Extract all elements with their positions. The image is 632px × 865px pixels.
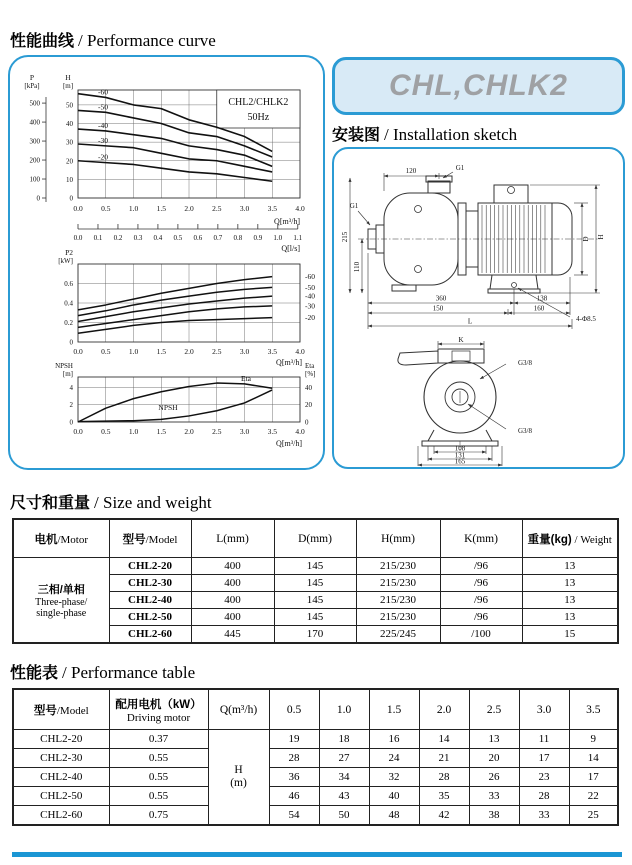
heading-performance-table-en: / Performance table <box>62 663 196 682</box>
perf-table-row <box>13 768 618 787</box>
model-cell: CHL2-60 <box>109 626 191 644</box>
dimension-value-cell: /96 <box>440 575 522 592</box>
head-value-cell: 34 <box>319 768 369 787</box>
head-value-cell: 26 <box>469 768 519 787</box>
motor-kw-cell: 0.55 <box>109 787 208 806</box>
perf-table-body <box>13 730 618 826</box>
head-value-cell: 16 <box>369 730 419 749</box>
x-axis-tick: 2.5 <box>212 427 222 436</box>
x-axis-tick: 3.0 <box>239 204 250 213</box>
chart-curve <box>78 287 272 315</box>
dim-120: 120 <box>405 167 417 175</box>
model-title-box <box>332 57 625 115</box>
port-g1-side-label: G1 <box>349 202 359 210</box>
performance-curve-panel <box>8 55 325 470</box>
x-axis-title: Q[m³/h] <box>276 358 302 367</box>
p-axis-title: P <box>29 73 35 82</box>
pump-front-geometry <box>398 349 498 450</box>
dim-H: H <box>597 234 605 240</box>
flow-header: 0.5 <box>269 689 319 730</box>
dimension-value-cell: /96 <box>440 592 522 609</box>
chart-curve <box>78 318 272 334</box>
x-axis-tick: 0.5 <box>101 204 111 213</box>
p2-axis-tick: 0 <box>69 338 73 347</box>
curve-label: -50 <box>97 102 108 112</box>
dimension-value-cell: 170 <box>274 626 356 644</box>
head-unit-cell <box>208 730 269 826</box>
dim-110: 110 <box>353 261 361 273</box>
head-value-cell: 20 <box>469 749 519 768</box>
col-driving-motor <box>109 689 208 730</box>
footer-accent-bar <box>12 852 622 857</box>
x-axis-tick: 1.5 <box>156 347 166 356</box>
curve-label: -20 <box>97 152 108 162</box>
h-axis-unit: [m] <box>62 82 74 90</box>
size-header-row <box>13 519 618 558</box>
head-value-cell: 28 <box>419 768 469 787</box>
col-weight-en: / Weight <box>571 533 612 546</box>
head-value-cell: 40 <box>369 787 419 806</box>
model-cell: CHL2-50 <box>13 787 109 806</box>
curve-label: -20 <box>305 313 315 323</box>
head-value-cell: 54 <box>269 806 319 826</box>
dimension-value-cell: 215/230 <box>356 558 440 575</box>
col-model <box>109 519 191 558</box>
npsh-axis-tick: 4 <box>69 383 73 392</box>
model-cell: CHL2-30 <box>109 575 191 592</box>
size-weight-table <box>12 518 619 644</box>
h-axis-tick: 0 <box>69 194 73 203</box>
dimension-value-cell: 145 <box>274 575 356 592</box>
head-value-cell: 35 <box>419 787 469 806</box>
model-cell: CHL2-60 <box>13 806 109 826</box>
p-axis-tick: 300 <box>29 137 40 146</box>
dimension-value-cell: 145 <box>274 592 356 609</box>
model-title-text: CHL,CHLK2 <box>389 69 568 102</box>
motor-kw-cell: 0.55 <box>109 768 208 787</box>
dim-D: D <box>582 236 590 242</box>
npsh-axis-tick: 2 <box>69 401 73 410</box>
port-g38-drain-label: G3/8 <box>518 427 532 435</box>
ls-axis-tick: 0.5 <box>173 234 183 242</box>
ls-axis-tick: 0.4 <box>153 234 163 242</box>
perf-table-row <box>13 749 618 768</box>
heading-size-weight-en: / Size and weight <box>94 493 212 512</box>
chart-curve <box>78 296 272 321</box>
dim-360: 360 <box>435 294 447 303</box>
p2-axis-tick: 0.4 <box>64 299 73 308</box>
dimension-value-cell: 145 <box>274 609 356 626</box>
head-value-cell: 33 <box>519 806 569 826</box>
npsh-eta-chart <box>16 362 322 454</box>
pump-front-view-drawing <box>342 337 615 467</box>
heading-performance-curve <box>10 28 216 51</box>
dimension-value-cell: 215/230 <box>356 575 440 592</box>
dimension-value-cell: /96 <box>440 609 522 626</box>
p2-axis-tick: 0.2 <box>64 319 73 327</box>
x-axis-tick: 3.5 <box>267 204 277 213</box>
eta-axis-title: Eta <box>305 362 315 370</box>
dim-108: 108 <box>454 444 466 453</box>
chart-curve <box>78 277 272 310</box>
head-value-cell: 43 <box>319 787 369 806</box>
head-value-cell: 13 <box>469 730 519 749</box>
npsh-axis-title: NPSH <box>55 362 73 370</box>
head-value-cell: 14 <box>569 749 618 768</box>
ls-axis-tick: 1.1 <box>293 234 303 242</box>
performance-table <box>12 688 619 826</box>
p-axis-tick: 200 <box>29 156 40 165</box>
heading-performance-table <box>10 660 195 683</box>
eta-axis-tick: 20 <box>305 401 312 410</box>
curve-label: -60 <box>97 87 108 97</box>
head-value-cell: 28 <box>519 787 569 806</box>
col-model-en: /Model <box>145 533 178 546</box>
motor-type-text: single-phase <box>36 608 87 619</box>
heading-size-weight <box>10 490 212 513</box>
heading-installation-sketch-en: / Installation sketch <box>384 125 518 144</box>
x-axis-tick: 2.5 <box>212 347 222 356</box>
curve-label: -30 <box>97 135 108 145</box>
eta-axis-tick: 40 <box>305 383 312 392</box>
x-axis-tick: 2.5 <box>212 204 222 213</box>
model-cell: CHL2-40 <box>13 768 109 787</box>
curve-label: -40 <box>305 291 315 301</box>
flow-header: 2.5 <box>469 689 519 730</box>
heading-performance-curve-zh: 性能曲线 <box>10 33 75 50</box>
h-axis-tick: 30 <box>66 138 73 147</box>
dimension-value-cell: 400 <box>191 575 274 592</box>
eta-axis-unit: [%] <box>305 370 316 378</box>
col-model <box>13 689 109 730</box>
col-D: D(mm) <box>274 519 356 558</box>
hq-curve-chart <box>16 71 322 229</box>
x-axis-tick: 0.5 <box>101 427 111 436</box>
x-axis-tick: 1.0 <box>128 347 139 356</box>
dim-L: L <box>467 317 473 326</box>
perf-table-row <box>13 730 618 749</box>
x-axis-tick: 3.5 <box>267 347 277 356</box>
head-value-cell: 50 <box>319 806 369 826</box>
h-axis-tick: 40 <box>66 120 73 129</box>
model-cell: CHL2-40 <box>109 592 191 609</box>
motor-type-text: Three-phase/ <box>35 597 88 608</box>
col-motor <box>13 519 109 558</box>
head-unit-text: H <box>234 764 243 776</box>
col-H: H(mm) <box>356 519 440 558</box>
p-axis-tick: 500 <box>29 99 40 108</box>
p-axis-tick: 100 <box>29 175 40 184</box>
col-model-zh: 型号 <box>122 533 146 546</box>
size-table-body <box>13 558 618 644</box>
x-axis-tick: 4.0 <box>295 427 305 436</box>
npsh-axis-tick: 0 <box>69 418 73 427</box>
dimension-labels <box>341 164 605 326</box>
dimension-value-cell: 400 <box>191 558 274 575</box>
dimension-value-cell: 400 <box>191 609 274 626</box>
head-value-cell: 36 <box>269 768 319 787</box>
ls-axis-tick: 0.3 <box>133 234 143 242</box>
model-cell: CHL2-20 <box>109 558 191 575</box>
model-cell: CHL2-50 <box>109 609 191 626</box>
port-g1-top-label: G1 <box>455 164 465 172</box>
ls-axis-tick: 0.9 <box>253 234 263 242</box>
head-value-cell: 22 <box>569 787 618 806</box>
dim-215: 215 <box>341 231 349 243</box>
flow-header: 3.5 <box>569 689 618 730</box>
flow-header: 2.0 <box>419 689 469 730</box>
col-L: L(mm) <box>191 519 274 558</box>
head-value-cell: 48 <box>369 806 419 826</box>
dim-165: 165 <box>454 457 466 466</box>
eta-axis-tick: 0 <box>305 418 309 427</box>
dim-138: 138 <box>536 294 548 303</box>
dimension-value-cell: 13 <box>522 575 618 592</box>
pump-side-view-drawing <box>342 159 615 335</box>
dimension-value-cell: 13 <box>522 558 618 575</box>
flow-header: 1.0 <box>319 689 369 730</box>
head-unit-text: (m) <box>230 777 247 789</box>
pump-side-geometry <box>358 176 600 293</box>
col-model-en: /Model <box>56 704 89 717</box>
ls-axis-tick: 0.6 <box>193 234 203 242</box>
head-value-cell: 33 <box>469 787 519 806</box>
dimension-value-cell: 225/245 <box>356 626 440 644</box>
npsh-curve-label: NPSH <box>158 403 178 412</box>
col-motor-en: /Motor <box>57 533 89 546</box>
installation-sketch-panel <box>332 147 625 469</box>
p2-axis-title: P2 <box>65 248 73 257</box>
motor-type-cell <box>13 558 109 644</box>
x-axis-tick: 3.0 <box>239 427 250 436</box>
x-axis-tick: 1.5 <box>156 204 166 213</box>
x-axis-title: Q[m³/h] <box>274 217 300 226</box>
heading-performance-table-zh: 性能表 <box>10 665 59 682</box>
curve-label: -60 <box>305 272 315 282</box>
dimension-value-cell: 445 <box>191 626 274 644</box>
heading-size-weight-zh: 尺寸和重量 <box>10 495 91 512</box>
dim-holes: 4-Φ8.5 <box>576 315 596 323</box>
head-value-cell: 11 <box>519 730 569 749</box>
head-value-cell: 17 <box>519 749 569 768</box>
head-value-cell: 9 <box>569 730 618 749</box>
model-cell: CHL2-20 <box>13 730 109 749</box>
dimension-value-cell: 215/230 <box>356 592 440 609</box>
dim-K: K <box>458 336 464 344</box>
head-value-cell: 17 <box>569 768 618 787</box>
head-value-cell: 42 <box>419 806 469 826</box>
x-axis-tick: 0.0 <box>73 347 83 356</box>
head-value-cell: 21 <box>419 749 469 768</box>
perf-table-row <box>13 787 618 806</box>
p-axis-tick: 400 <box>29 118 40 127</box>
x-axis-tick: 1.0 <box>128 204 139 213</box>
x-axis-tick: 1.5 <box>156 427 166 436</box>
col-flow-q: Q(m³/h) <box>208 689 269 730</box>
head-value-cell: 19 <box>269 730 319 749</box>
col-weight-zh: 重量(kg) <box>527 533 572 546</box>
perf-table-row <box>13 806 618 826</box>
dim-160: 160 <box>533 304 545 313</box>
x-axis-title: Q[m³/h] <box>276 439 302 448</box>
x-axis-tick: 3.0 <box>239 347 250 356</box>
dimension-value-cell: 145 <box>274 558 356 575</box>
x-axis-tick: 4.0 <box>295 347 305 356</box>
dimension-value-cell: /100 <box>440 626 522 644</box>
head-value-cell: 38 <box>469 806 519 826</box>
p2-power-chart <box>16 249 322 367</box>
chart-subtitle: 50Hz <box>247 112 270 123</box>
col-motor-zh: 配用电机（kW） <box>115 698 202 711</box>
size-table-row <box>13 558 618 575</box>
head-value-cell: 23 <box>519 768 569 787</box>
col-motor-zh: 电机 <box>34 533 58 546</box>
perf-header-row <box>13 689 618 730</box>
x-axis-tick: 0.0 <box>73 427 83 436</box>
heading-installation-sketch <box>332 122 517 145</box>
x-axis-tick: 4.0 <box>295 204 305 213</box>
head-value-cell: 28 <box>269 749 319 768</box>
col-model-zh: 型号 <box>33 704 57 717</box>
ls-axis-title: Q[l/s] <box>281 244 300 253</box>
ls-axis-tick: 0.1 <box>93 234 103 242</box>
motor-kw-cell: 0.75 <box>109 806 208 826</box>
perf-table-header <box>13 689 618 730</box>
flow-header: 1.5 <box>369 689 419 730</box>
size-table-header <box>13 519 618 558</box>
dim-150: 150 <box>432 304 444 313</box>
dimension-value-cell: /96 <box>440 558 522 575</box>
head-value-cell: 18 <box>319 730 369 749</box>
dimension-lines <box>350 172 600 329</box>
head-value-cell: 27 <box>319 749 369 768</box>
ls-axis-tick: 1.0 <box>273 234 283 242</box>
curve-label: -50 <box>305 282 315 292</box>
x-axis-tick: 0.5 <box>101 347 111 356</box>
motor-type-text: 三相/单相 <box>37 584 85 596</box>
dimension-value-cell: 215/230 <box>356 609 440 626</box>
x-axis-tick: 2.0 <box>184 427 194 436</box>
head-value-cell: 32 <box>369 768 419 787</box>
x-axis-tick: 0.0 <box>73 204 83 213</box>
dimension-value-cell: 15 <box>522 626 618 644</box>
col-weight <box>522 519 618 558</box>
p2-axis-unit: [kW] <box>58 257 73 265</box>
h-axis-tick: 10 <box>66 175 73 184</box>
ls-axis-tick: 0.0 <box>73 234 83 242</box>
eta-curve-label: Eta <box>241 374 251 383</box>
h-axis-tick: 50 <box>66 101 73 110</box>
ls-axis-tick: 0.7 <box>213 234 223 242</box>
x-axis-tick: 3.5 <box>267 427 277 436</box>
curve-label: -40 <box>97 120 108 130</box>
chart-title: CHL2/CHLK2 <box>228 97 289 108</box>
x-axis-tick: 2.0 <box>184 347 194 356</box>
motor-kw-cell: 0.37 <box>109 730 208 749</box>
dimension-value-cell: 400 <box>191 592 274 609</box>
col-K: K(mm) <box>440 519 522 558</box>
chart-curve <box>78 161 272 181</box>
x-axis-tick: 2.0 <box>184 204 194 213</box>
npsh-axis-unit: [m] <box>62 370 73 378</box>
ls-axis-tick: 0.2 <box>113 234 123 242</box>
ls-axis-tick: 0.8 <box>233 234 243 242</box>
curve-label: -30 <box>305 301 315 311</box>
heading-performance-curve-en: / Performance curve <box>78 31 216 50</box>
h-axis-title: H <box>65 73 71 82</box>
head-value-cell: 46 <box>269 787 319 806</box>
port-g38-top-label: G3/8 <box>518 359 532 367</box>
head-value-cell: 14 <box>419 730 469 749</box>
x-axis-tick: 1.0 <box>128 427 139 436</box>
head-value-cell: 24 <box>369 749 419 768</box>
motor-kw-cell: 0.55 <box>109 749 208 768</box>
flow-header: 3.0 <box>519 689 569 730</box>
model-cell: CHL2-30 <box>13 749 109 768</box>
h-axis-tick: 20 <box>66 157 73 166</box>
p-axis-tick: 0 <box>36 194 40 203</box>
heading-installation-sketch-zh: 安装图 <box>332 127 381 144</box>
head-value-cell: 25 <box>569 806 618 826</box>
dimension-value-cell: 13 <box>522 609 618 626</box>
dimension-value-cell: 13 <box>522 592 618 609</box>
col-motor-en: Driving motor <box>126 711 191 724</box>
p-axis-unit: [kPa] <box>24 82 40 90</box>
dim-131: 131 <box>454 451 466 460</box>
p2-axis-tick: 0.6 <box>64 280 73 288</box>
